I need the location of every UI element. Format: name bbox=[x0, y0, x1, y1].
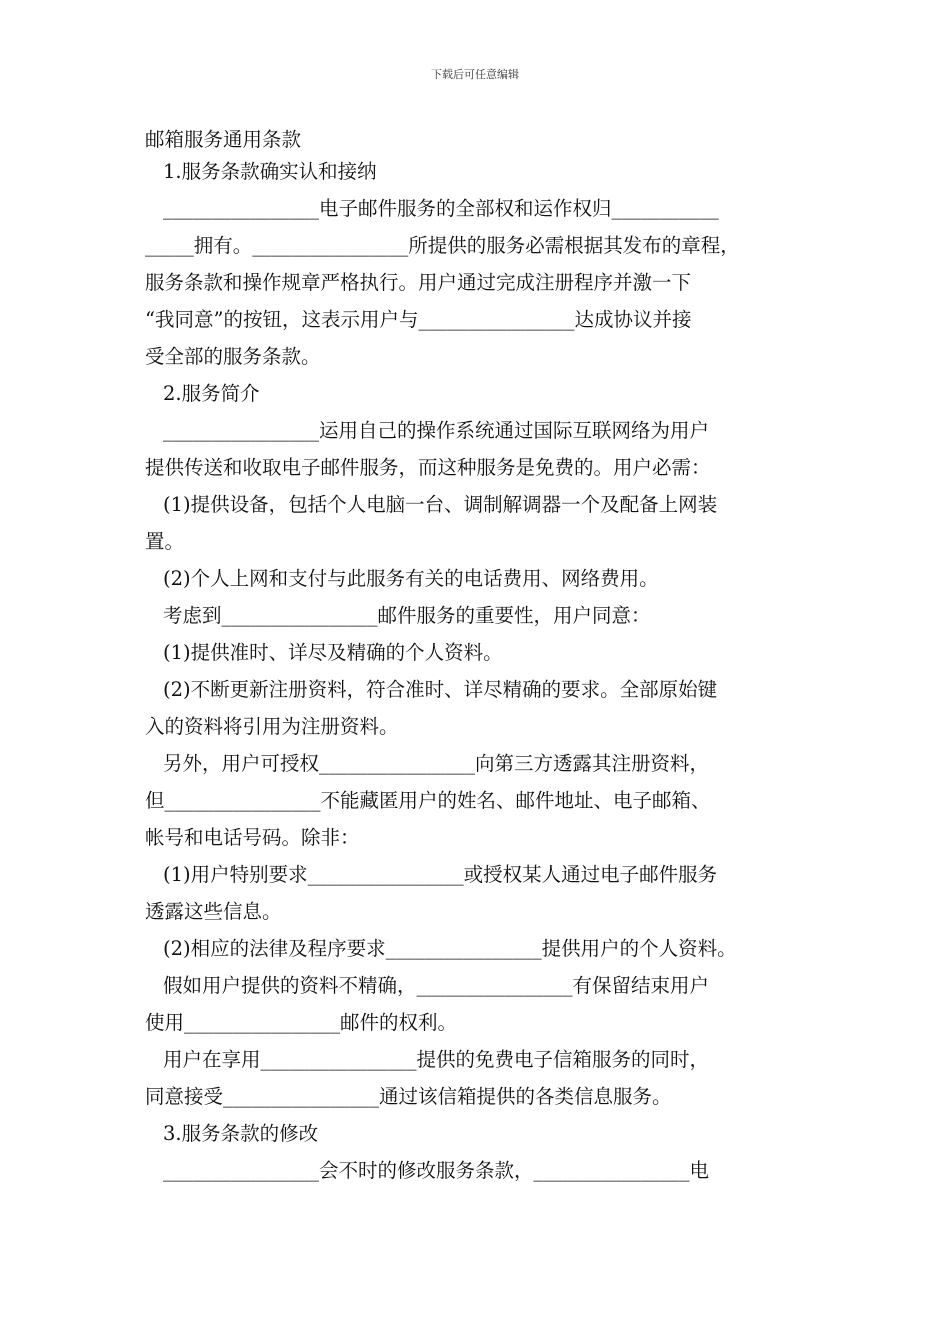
paragraph-line: 使用________________邮件的权利。 bbox=[145, 1011, 458, 1034]
paragraph-line: ________________运用自己的操作系统通过国际互联网络为用户 bbox=[163, 419, 710, 442]
paragraph-line: 置。 bbox=[145, 530, 185, 553]
paragraph-line: 服务条款和操作规章严格执行。用户通过完成注册程序并激一下 bbox=[145, 271, 692, 294]
paragraph-line: 受全部的服务条款。 bbox=[145, 345, 321, 368]
section-heading-1: 1.服务条款确实认和接纳 bbox=[163, 160, 377, 183]
paragraph-line: 用户在享用________________提供的免费电子信箱服务的同时， bbox=[163, 1048, 710, 1071]
list-item: (1)用户特别要求________________或授权某人通过电子邮件服务 bbox=[163, 863, 718, 886]
document-title: 邮箱服务通用条款 bbox=[145, 128, 302, 151]
paragraph-line: 入的资料将引用为注册资料。 bbox=[145, 715, 399, 738]
list-item: (2)个人上网和支付与此服务有关的电话费用、网络费用。 bbox=[163, 567, 659, 590]
paragraph-line: ________________电子邮件服务的全部权和运作权归___________ bbox=[163, 197, 719, 220]
list-item: (1)提供准时、详尽及精确的个人资料。 bbox=[163, 641, 503, 664]
paragraph-line: 提供传送和收取电子邮件服务，而这种服务是免费的。用户必需： bbox=[145, 456, 711, 479]
list-item: (2)相应的法律及程序要求________________提供用户的个人资料。 bbox=[163, 937, 737, 960]
list-item: (2)不断更新注册资料，符合准时、详尽精确的要求。全部原始键 bbox=[163, 678, 718, 701]
paragraph-line: 另外，用户可授权________________向第三方透露其注册资料， bbox=[163, 752, 710, 775]
paragraph-line: _____拥有。________________所提供的服务必需根据其发布的章程， bbox=[145, 234, 740, 257]
paragraph-line: “我同意”的按钮，这表示用户与________________达成协议并接 bbox=[145, 308, 692, 331]
list-item: (1)提供设备，包括个人电脑一台、调制解调器一个及配备上网装 bbox=[163, 493, 718, 516]
section-heading-3: 3.服务条款的修改 bbox=[163, 1122, 319, 1145]
paragraph-line: 假如用户提供的资料不精确，________________有保留结束用户 bbox=[163, 974, 710, 997]
paragraph-line: ________________会不时的修改服务条款，________________电 bbox=[163, 1159, 710, 1182]
section-heading-2: 2.服务简介 bbox=[163, 382, 260, 405]
paragraph-line: 考虑到________________邮件服务的重要性，用户同意： bbox=[163, 604, 651, 627]
page-header: 下载后可任意编辑 bbox=[431, 68, 519, 81]
paragraph-line: 但________________不能藏匿用户的姓名、邮件地址、电子邮箱、 bbox=[145, 789, 711, 812]
paragraph-line: 帐号和电话号码。除非： bbox=[145, 826, 360, 849]
paragraph-line: 同意接受________________通过该信箱提供的各类信息服务。 bbox=[145, 1085, 672, 1108]
paragraph-line: 透露这些信息。 bbox=[145, 900, 282, 923]
